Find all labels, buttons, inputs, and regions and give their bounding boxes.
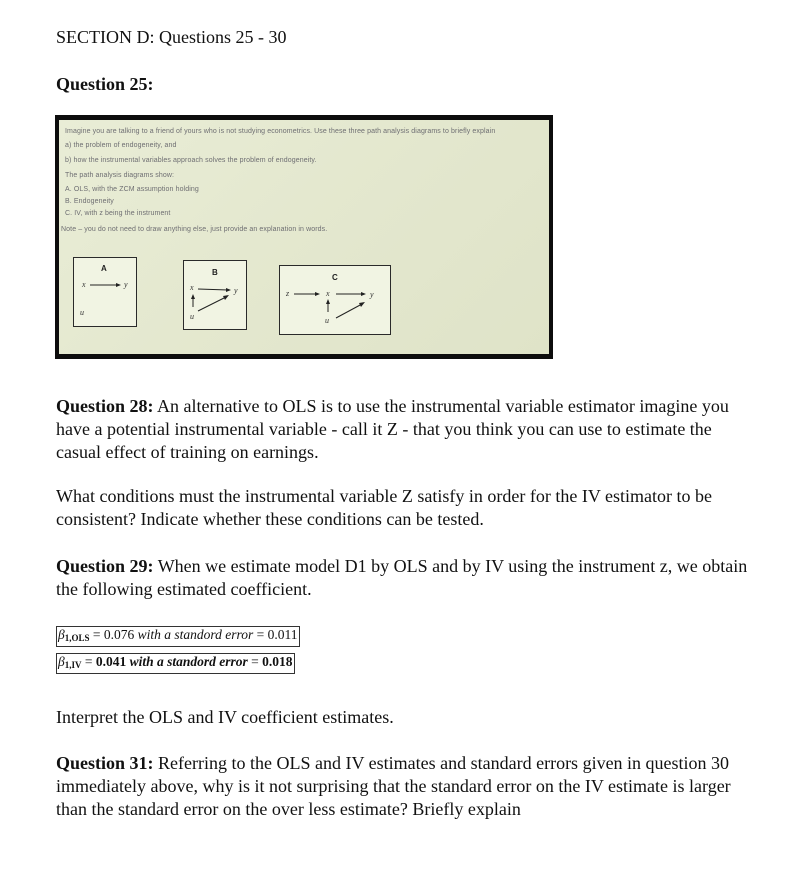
photo-screen <box>59 120 549 354</box>
photo-line-5: A. OLS, with the ZCM assumption holding <box>65 186 199 193</box>
iv-estimate-equation <box>56 653 295 674</box>
question-31-paragraph <box>56 752 756 821</box>
diagram-b-u: u <box>190 312 194 321</box>
diagram-b-arrows <box>184 261 246 329</box>
diagram-b-x: x <box>190 283 194 292</box>
question-29-text: When we estimate model D1 by OLS and by IV using the instrument z, we obtain the following estimated coefficient. <box>56 556 748 599</box>
question-31-heading: Question 31: <box>56 753 154 773</box>
diagram-a-y: y <box>124 280 128 289</box>
photo-line-3: b) how the instrumental variables approach solves the problem of endogeneity. <box>65 157 317 164</box>
question-29-interpret: Interpret the OLS and IV coefficient estimates. <box>56 707 394 727</box>
diagram-a-label: A <box>101 264 107 273</box>
question-31-text: Referring to the OLS and IV estimates and standard errors given in question 30 immediately above, why is it not surprising that the standard error on the IV estimate is larger than the standard error on the over less estimate? Briefly explain <box>56 753 731 819</box>
ols-beta-subscript: 1,OLS <box>64 633 90 643</box>
diagram-a-x: x <box>82 280 86 289</box>
question-25-heading: Question 25: <box>56 74 154 94</box>
photo-line-6: B. Endogeneity <box>65 198 114 205</box>
ols-equals-2: = <box>256 627 268 642</box>
diagram-b-y: y <box>234 286 238 295</box>
diagram-c-arrows <box>280 266 390 334</box>
diagram-b <box>183 260 247 330</box>
question-29-heading: Question 29: <box>56 556 154 576</box>
photo-line-1: Imagine you are talking to a friend of yours who is not studying econometrics. Use these three path analysis diagrams to briefly explain <box>65 128 496 135</box>
diagram-b-label: B <box>212 268 218 277</box>
diagram-c-u: u <box>325 316 329 325</box>
diagram-a <box>73 257 137 327</box>
iv-equals-2: = <box>251 654 263 669</box>
photo-line-2: a) the problem of endogeneity, and <box>65 142 177 149</box>
iv-equals: = <box>81 654 96 669</box>
diagram-c <box>279 265 391 335</box>
diagram-a-u: u <box>80 308 84 317</box>
question-28-heading: Question 28: <box>56 396 154 416</box>
question-28-conditions: What conditions must the instrumental variable Z satisfy in order for the IV estimator to be consistent? Indicate whether these conditions can be tested. <box>56 486 713 529</box>
iv-se-text: with a standord error <box>126 654 252 669</box>
ols-estimate-equation <box>56 626 300 647</box>
question-28-text: An alternative to OLS is to use the instrumental variable estimator imagine you have a potential instrumental variable - call it Z - that you think you can use to estimate the casual effect of training on earnings. <box>56 396 729 462</box>
ols-beta-symbol: β <box>58 627 65 642</box>
ols-equals: = <box>89 627 104 642</box>
iv-coefficient: 0.041 <box>95 654 127 669</box>
ols-coefficient: 0.076 <box>103 627 135 642</box>
diagram-c-label: C <box>332 273 338 282</box>
diagram-c-x: x <box>326 289 330 298</box>
ols-se-text: with a standord error <box>134 627 257 642</box>
photo-line-4: The path analysis diagrams show: <box>65 172 175 179</box>
diagram-c-z: z <box>286 289 290 298</box>
section-title: SECTION D: Questions 25 - 30 <box>56 27 287 47</box>
iv-beta-symbol: β <box>58 654 65 669</box>
iv-standard-error: 0.018 <box>262 654 293 669</box>
question-28-paragraph <box>56 395 756 464</box>
diagram-a-arrows <box>74 258 136 326</box>
question-29-paragraph <box>56 555 756 601</box>
iv-beta-subscript: 1,IV <box>64 660 82 670</box>
question-25-photo <box>55 115 553 359</box>
photo-line-8: Note – you do not need to draw anything else, just provide an explanation in words. <box>61 226 328 233</box>
diagram-c-y: y <box>370 290 374 299</box>
ols-standard-error: 0.011 <box>267 627 298 642</box>
photo-line-7: C. IV, with z being the instrument <box>65 210 171 217</box>
